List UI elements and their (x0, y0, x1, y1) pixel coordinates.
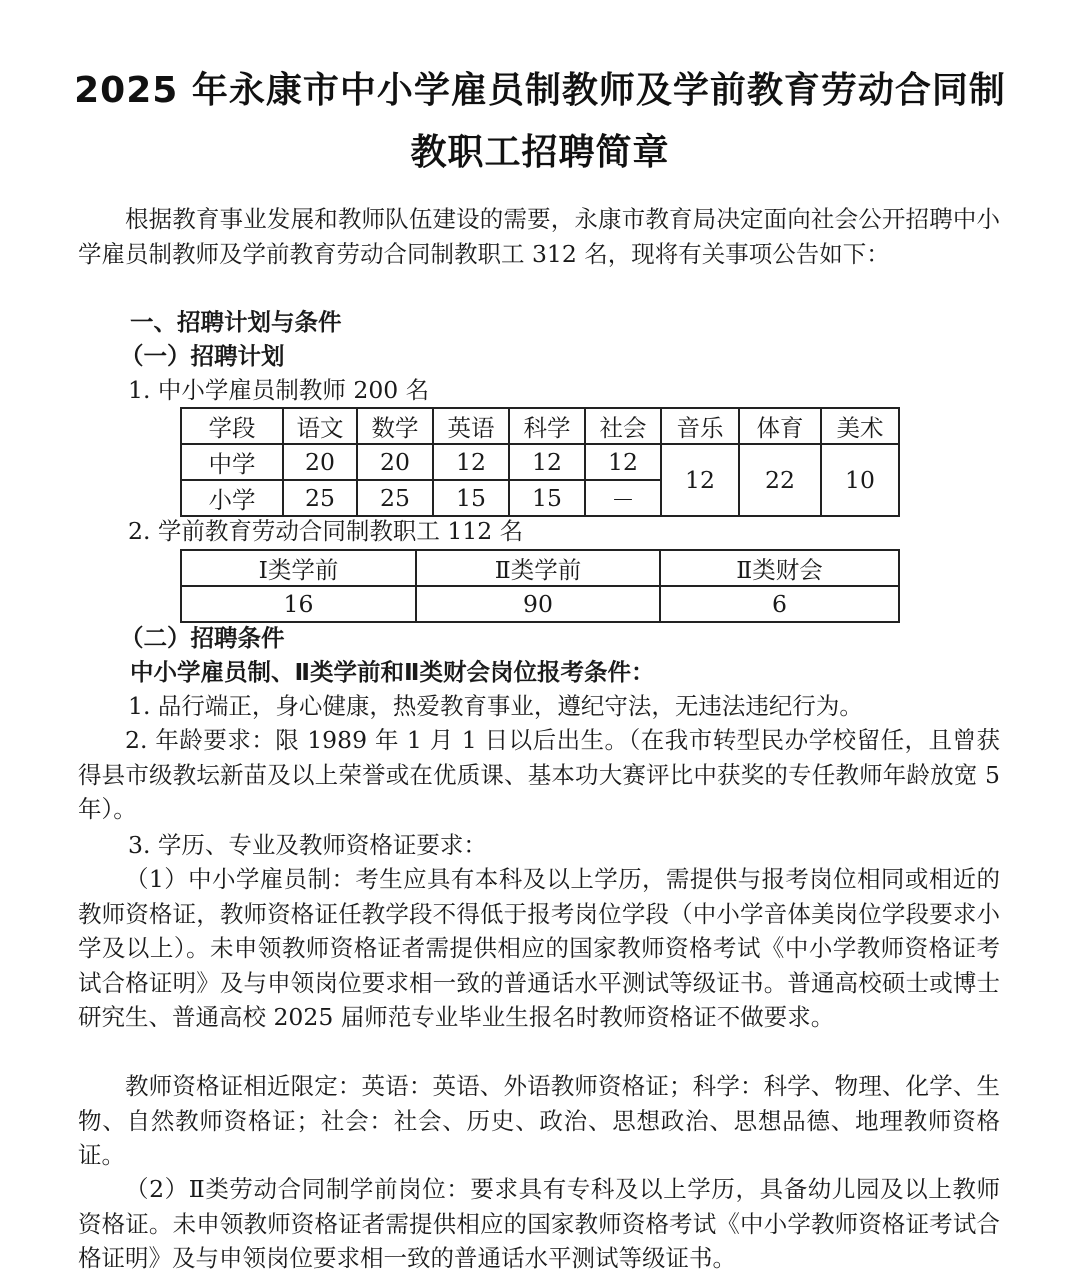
table-row (181, 444, 899, 480)
table-cell: 25 (283, 480, 357, 516)
condition-3-2: （2）Ⅱ类劳动合同制学前岗位：要求具有专科及以上学历，具备幼儿园及以上教师资格证。未申领教师资格证者需提供相应的国家教师资格考试《中小学教师资格证考试合格证明》及与申领岗位要求相一致的普通话水平测试等级证书。 (78, 1175, 1000, 1272)
row-label-cell: 小学 (181, 480, 283, 516)
header-cell: Ⅱ类财会 (660, 550, 899, 586)
table-cell: 15 (433, 480, 509, 516)
condition-3: 3. 学历、专业及教师资格证要求： (128, 831, 487, 859)
header-cell: Ⅱ类学前 (416, 550, 660, 586)
table-cell: 6 (660, 586, 899, 622)
condition-3-1: （1）中小学雇员制：考生应具有本科及以上学历，需提供与报考岗位相同或相近的教师资格证，教师资格证任教学段不得低于报考岗位学段（中小学音体美岗位学段要求小学及以上）。未申领教师资格证者需提供相应的国家教师资格考试《中小学教师资格证考试合格证明》及与申领岗位要求相一致的普通话水平测试等级证书。普通高校硕士或博士研究生、普通高校 2025 届师范专业毕业生报名时教师资格证不做要求。 (78, 865, 1000, 1031)
table-cell: 12 (509, 444, 585, 480)
condition-2: 2. 年龄要求：限 1989 年 1 月 1 日以后出生。（在我市转型民办学校留任，且曾获得县市级教坛新苗及以上荣誉或在优质课、基本功大赛评比中获奖的专任教师年龄放宽 5 年）。 (78, 726, 1000, 823)
header-cell: 科学 (509, 408, 585, 444)
table-cell: 25 (357, 480, 433, 516)
merged-cell-pe: 22 (739, 444, 821, 516)
merged-cell-music: 12 (661, 444, 739, 516)
conditions-heading: 中小学雇员制、Ⅱ类学前和Ⅱ类财会岗位报考条件： (130, 658, 655, 686)
table-header-row (181, 550, 899, 586)
row-label-cell: 中学 (181, 444, 283, 480)
table-cell: 20 (283, 444, 357, 480)
plan-item-1: 1. 中小学雇员制教师 200 名 (128, 376, 430, 404)
table-cell: 12 (433, 444, 509, 480)
header-cell: 社会 (585, 408, 661, 444)
table-row (181, 586, 899, 622)
header-cell: 数学 (357, 408, 433, 444)
subsection-heading-conditions: （二）招聘条件 (120, 624, 285, 652)
teacher-quota-table (180, 407, 900, 517)
preschool-quota-table (180, 549, 900, 623)
merged-cell-art: 10 (821, 444, 899, 516)
header-cell: 美术 (821, 408, 899, 444)
section-heading-1: 一、招聘计划与条件 (130, 308, 342, 336)
document-title-line1: 2025 年永康市中小学雇员制教师及学前教育劳动合同制 (74, 70, 1006, 111)
table-cell: 15 (509, 480, 585, 516)
header-cell: 音乐 (661, 408, 739, 444)
table-cell: 90 (416, 586, 660, 622)
table-cell: － (585, 480, 661, 516)
header-cell: 语文 (283, 408, 357, 444)
document-title-line2: 教职工招聘简章 (410, 132, 670, 173)
table-cell: 12 (585, 444, 661, 480)
intro-paragraph: 根据教育事业发展和教师队伍建设的需要，永康市教育局决定面向社会公开招聘中小学雇员制教师及学前教育劳动合同制教职工 312 名，现将有关事项公告如下： (78, 205, 1000, 268)
header-cell: 体育 (739, 408, 821, 444)
plan-item-2: 2. 学前教育劳动合同制教职工 112 名 (128, 517, 524, 545)
table-header-row (181, 408, 899, 444)
header-cell: 英语 (433, 408, 509, 444)
table-cell: 20 (357, 444, 433, 480)
header-cell: 学段 (181, 408, 283, 444)
header-cell: Ⅰ类学前 (181, 550, 416, 586)
subsection-heading-plan: （一）招聘计划 (120, 342, 285, 370)
condition-1: 1. 品行端正，身心健康，热爱教育事业，遵纪守法，无违法违纪行为。 (128, 692, 863, 720)
table-cell: 16 (181, 586, 416, 622)
condition-3-note: 教师资格证相近限定：英语：英语、外语教师资格证；科学：科学、物理、化学、生物、自然教师资格证；社会：社会、历史、政治、思想政治、思想品德、地理教师资格证。 (78, 1072, 1000, 1169)
